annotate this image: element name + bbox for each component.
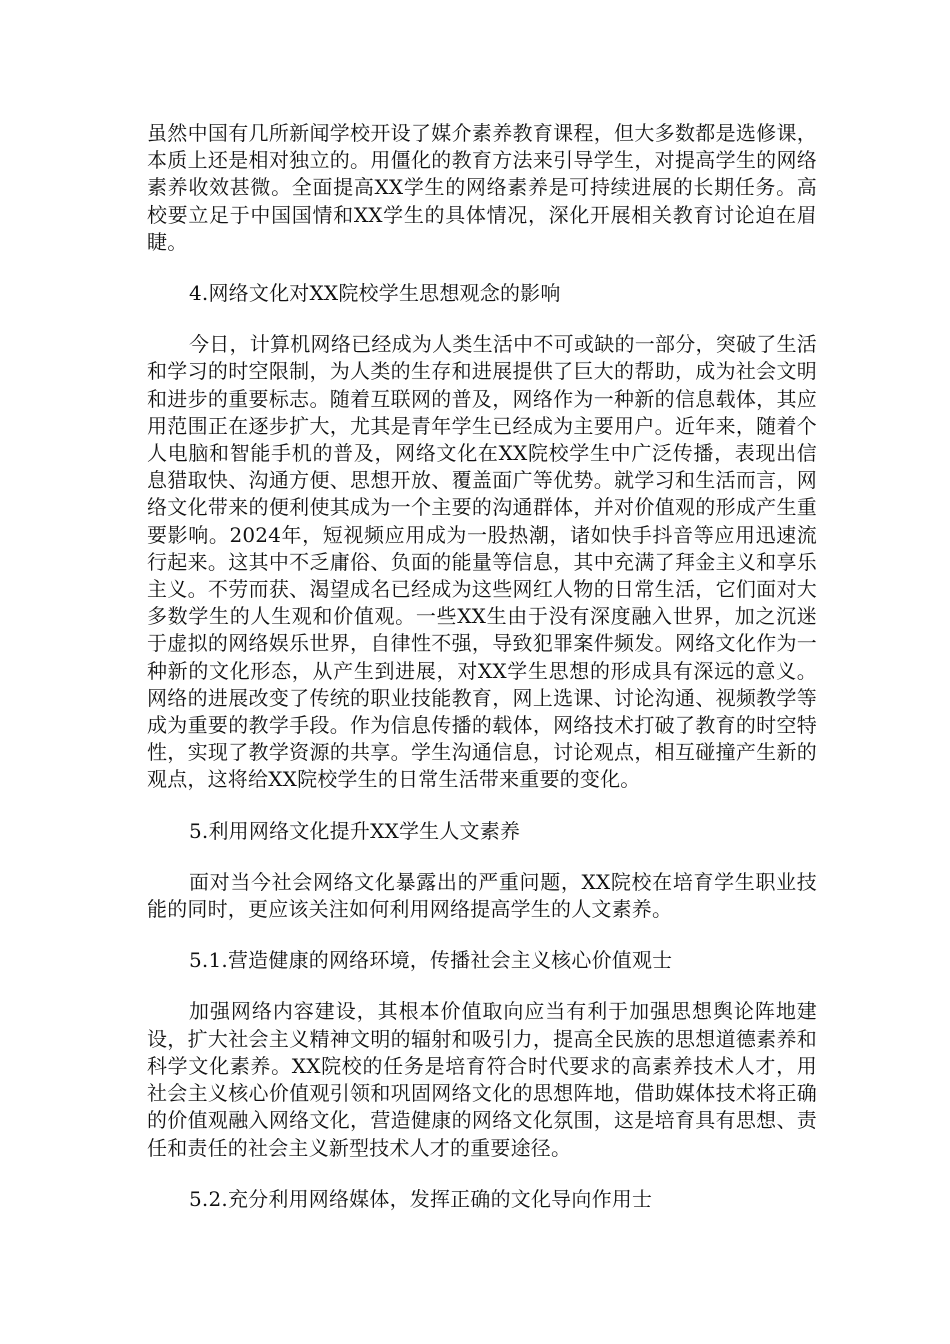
section-heading-4: 4.网络文化对XX院校学生思想观念的影响 bbox=[189, 281, 561, 306]
section-4-paragraph: 今日，计算机网络已经成为人类生活中不可或缺的一部分，突破了生活和学习的时空限制，为人类的生存和进展提供了巨大的帮助，成为社会文明和进步的重要标志。随着互联网的普及，网络作为一种新的信息载体，其应用范围正在逐步扩大，尤其是青年学生已经成为主要用户。近年来，随着个人电脑和智能手机的普及，网络文化在XX院校学生中广泛传播，表现出信息猎取快、沟通方便、思想开放、覆盖面广等优势。就学习和生活而言，网络文化带来的便利使其成为一个主要的沟通群体，并对价值观的形成产生重要影响。2024年，短视频应用成为一股热潮，诸如快手抖音等应用迅速流行起来。这其中不乏庸俗、负面的能量等信息，其中充满了拜金主义和享乐主义。不劳而获、渴望成名已经成为这些网红人物的日常生活，它们面对大多数学生的人生观和价值观。一些XX生由于没有深度融入世界，加之沉迷于虚拟的网络娱乐世界，自律性不强，导致犯罪案件频发。网络文化作为一种新的文化形态，从产生到进展，对XX学生思想的形成具有深远的意义。网络的进展改变了传统的职业技能教育，网上选课、讨论沟通、视频教学等成为重要的教学手段。作为信息传播的载体，网络技术打破了教育的时空特性，实现了教学资源的共享。学生沟通信息，讨论观点，相互碰撞产生新的观点，这将给XX院校学生的日常生活带来重要的变化。 bbox=[147, 332, 817, 792]
section-heading-5-1: 5.1.营造健康的网络环境，传播社会主义核心价值观士 bbox=[189, 948, 673, 973]
intro-paragraph: 虽然中国有几所新闻学校开设了媒介素养教育课程，但大多数都是选修课，本质上还是相对独立的。用僵化的教育方法来引导学生，对提高学生的网络素养收效甚微。全面提高XX学生的网络素养是可持续进展的长期任务。高校要立足于中国国情和XX学生的具体情况，深化开展相关教育讨论迫在眉睫。 bbox=[147, 121, 817, 254]
section-5-paragraph: 面对当今社会网络文化暴露出的严重问题，XX院校在培育学生职业技能的同时，更应该关注如何利用网络提高学生的人文素养。 bbox=[147, 869, 817, 922]
section-5-1-paragraph: 加强网络内容建设，其根本价值取向应当有利于加强思想舆论阵地建设，扩大社会主义精神文明的辐射和吸引力，提高全民族的思想道德素养和科学文化素养。XX院校的任务是培育符合时代要求的高素养技术人才，用社会主义核心价值观引领和巩固网络文化的思想阵地，借助媒体技术将正确的价值观融入网络文化，营造健康的网络文化氛围，这是培育具有思想、责任和责任的社会主义新型技术人才的重要途径。 bbox=[147, 999, 817, 1160]
section-heading-5-2: 5.2.充分利用网络媒体，发挥正确的文化导向作用士 bbox=[189, 1186, 653, 1211]
section-heading-5: 5.利用网络文化提升XX学生人文素养 bbox=[189, 818, 521, 843]
document-page bbox=[147, 120, 817, 1237]
